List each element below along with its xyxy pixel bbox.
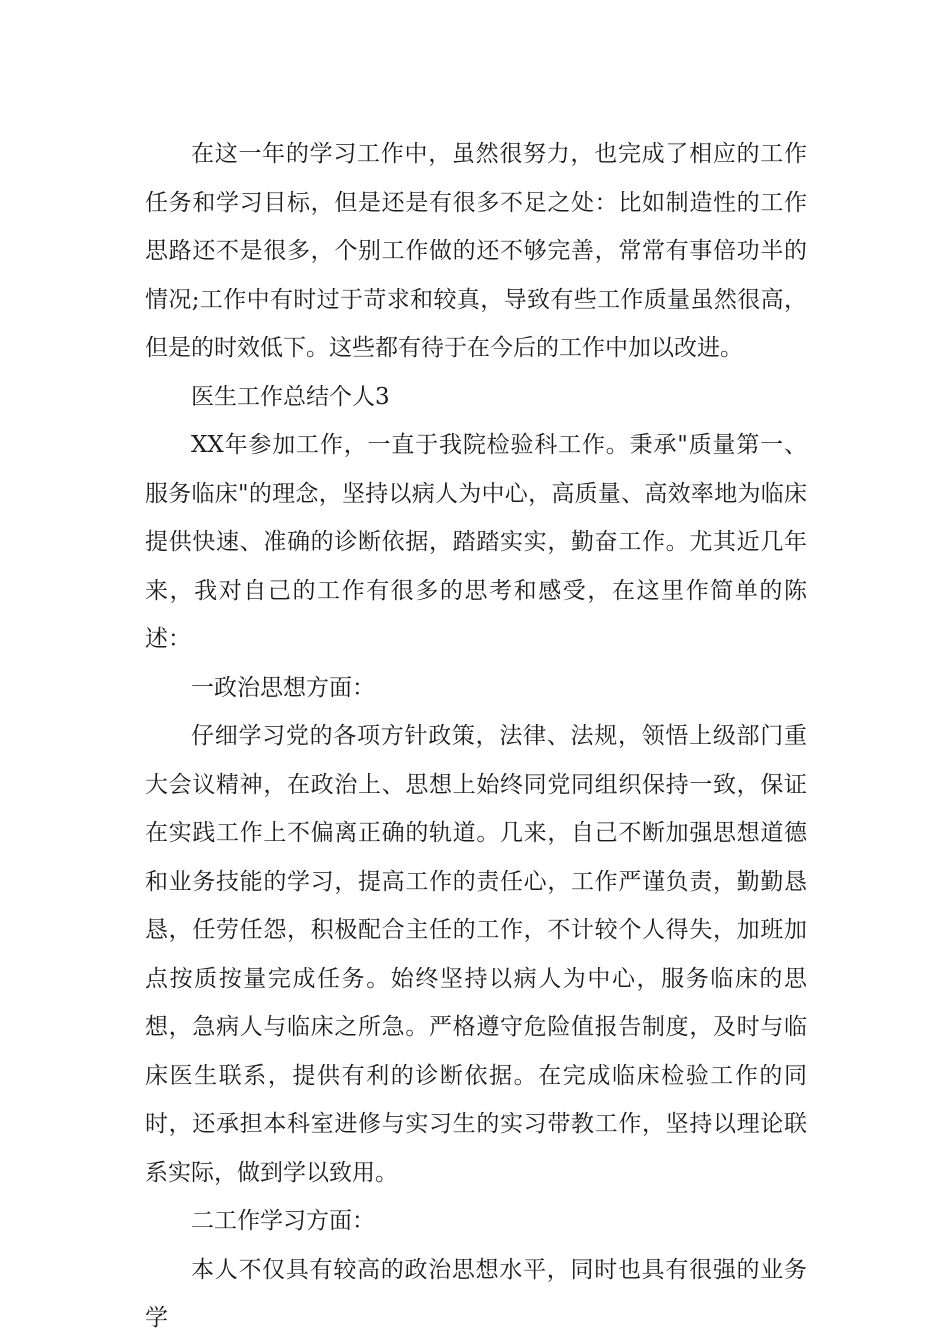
heading-political-thought: 一政治思想方面：: [191, 674, 375, 701]
heading-work-study: 二工作学习方面：: [191, 1208, 375, 1234]
paragraph-shortcomings: 在这一年的学习工作中，虽然很努力，也完成了相应的工作任务和学习目标，但是还是有很多不足之处：比如制造性的工作思路还不是很多，个别工作做的还不够完善，常常有事倍功半的情况;工作中有时过于苛求和较真，导致有些工作质量虽然很高，但是的时效低下。这些都有待于在今后的工作中加以改进。: [145, 141, 807, 361]
paragraph-political-thought: 仔细学习党的各项方针政策，法律、法规，领悟上级部门重大会议精神，在政治上、思想上始终同党同组织保持一致，保证在实践工作上不偏离正确的轨道。几来，自己不断加强思想道德和业务技能的学习，提高工作的责任心，工作严谨负责，勤勤恳恳，任劳任怨，积极配合主任的工作，不计较个人得失，加班加点按质按量完成任务。始终坚持以病人为中心，服务临床的思想，急病人与临床之所急。严格遵守危险值报告制度，及时与临床医生联系，提供有利的诊断依据。在完成临床检验工作的同时，还承担本科室进修与实习生的实习带教工作，坚持以理论联系实际，做到学以致用。: [145, 723, 807, 1186]
section-title-doctor-summary-3: 医生工作总结个人3: [191, 383, 390, 410]
paragraph-work-study: 本人不仅具有较高的政治思想水平，同时也具有很强的业务学: [145, 1256, 807, 1331]
paragraph-intro: XX年参加工作，一直于我院检验科工作。秉承"质量第一、服务临床"的理念，坚持以病人为中心，高质量、高效率地为临床提供快速、准确的诊断依据，踏踏实实，勤奋工作。尤其近几年来，我对自己的工作有很多的思考和感受，在这里作简单的陈述：: [145, 432, 807, 652]
document-body: [145, 130, 807, 1343]
